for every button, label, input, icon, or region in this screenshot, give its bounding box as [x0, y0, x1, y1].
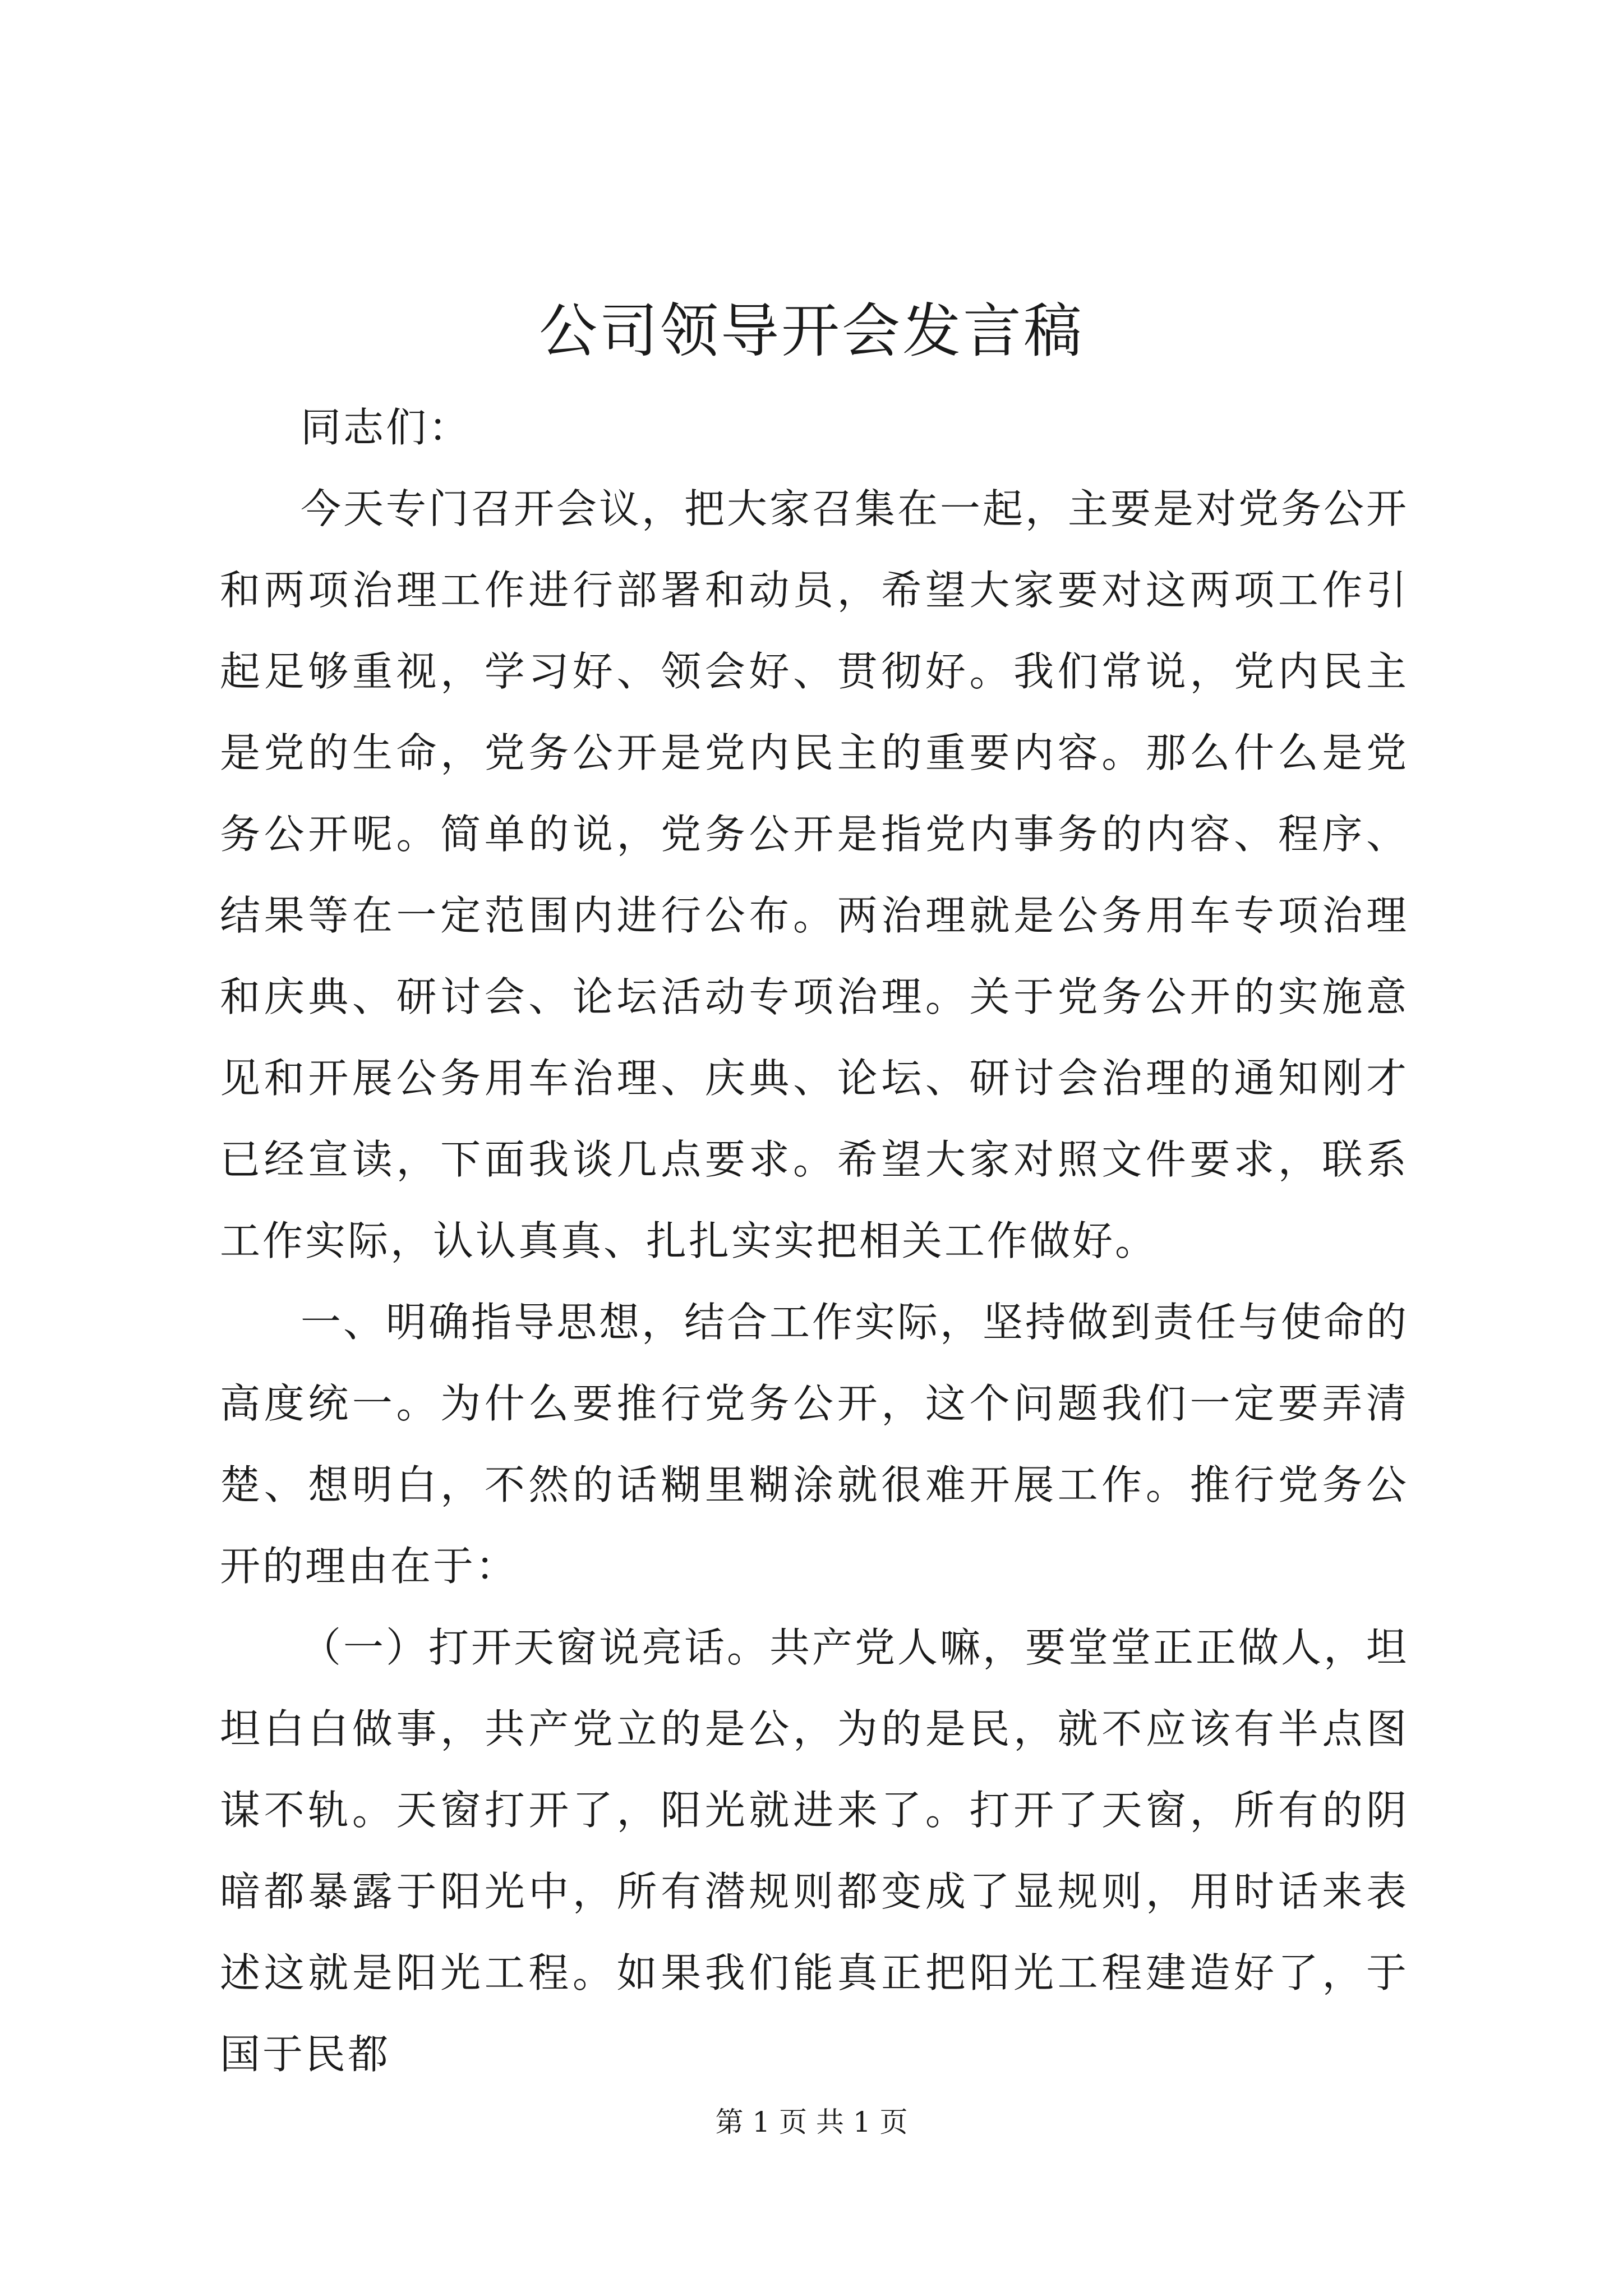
document-body: [220, 387, 1409, 2095]
paragraph-section-one: 一、明确指导思想，结合工作实际，坚持做到责任与使命的高度统一。为什么要推行党务公开，这个问题我们一定要弄清楚、想明白，不然的话糊里糊涂就很难开展工作。推行党务公开的理由在于：: [220, 1299, 1409, 1590]
document-title: 公司领导开会发言稿: [538, 297, 1084, 365]
salutation: 同志们：: [301, 404, 472, 451]
paragraph-subsection-one: （一）打开天窗说亮话。共产党人嘛，要堂堂正正做人，坦坦白白做事，共产党立的是公，为的是民，就不应该有半点图谋不轨。天窗打开了，阳光就进来了。打开了天窗，所有的阴暗都暴露于阳光中，所有潜规则都变成了显规则，用时话来表述这就是阳光工程。如果我们能真正把阳光工程建造好了，于国于民都: [220, 1624, 1409, 2078]
paragraph-intro: 今天专门召开会议，把大家召集在一起，主要是对党务公开和两项治理工作进行部署和动员，希望大家要对这两项工作引起足够重视，学习好、领会好、贯彻好。我们常说，党内民主是党的生命，党务公开是党内民主的重要内容。那么什么是党务公开呢。简单的说，党务公开是指党内事务的内容、程序、结果等在一定范围内进行公布。两治理就是公务用车专项治理和庆典、研讨会、论坛活动专项治理。关于党务公开的实施意见和开展公务用车治理、庆典、论坛、研讨会治理的通知刚才已经宣读，下面我谈几点要求。希望大家对照文件要求，联系工作实际，认认真真、扎扎实实把相关工作做好。: [220, 485, 1409, 1264]
page-footer: 第 1 页 共 1 页: [715, 2106, 908, 2138]
